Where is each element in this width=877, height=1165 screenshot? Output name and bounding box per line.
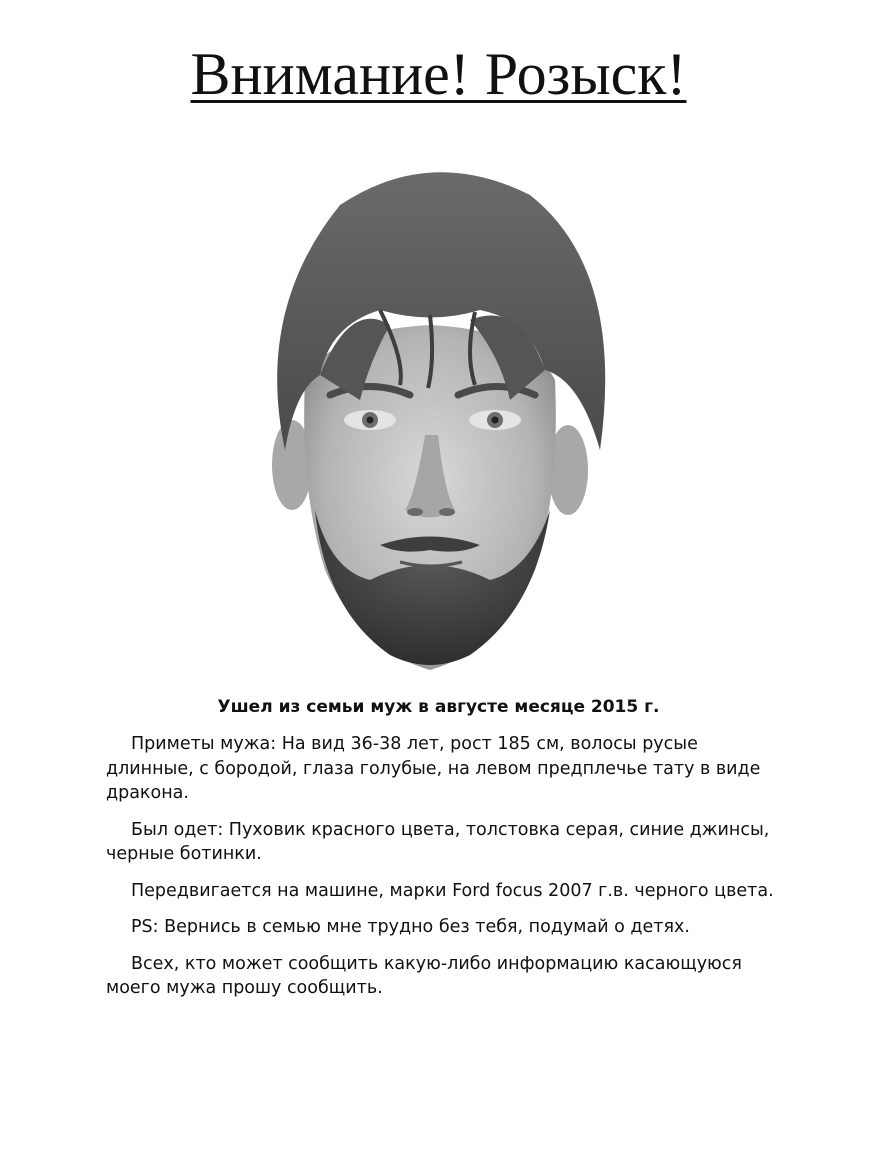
- clothing-paragraph: Был одет: Пуховик красного цвета, толстовка серая, синие джинсы, черные ботинки.: [106, 819, 770, 864]
- ps-paragraph: PS: Вернись в семью мне трудно без тебя, подумай о детях.: [131, 917, 690, 937]
- vehicle-paragraph: Передвигается на машине, марки Ford focus 2007 г.в. черного цвета.: [131, 880, 774, 901]
- portrait-image: [230, 150, 650, 680]
- missing-notice-heading: Ушел из семьи муж в августе месяце 2015 г.: [217, 697, 660, 717]
- request-paragraph: Всех, кто может сообщить какую-либо информацию касающуюся моего мужа прошу сообщить.: [106, 953, 742, 998]
- page-title: Внимание! Розыск!: [190, 41, 687, 107]
- description-body: [106, 732, 786, 1013]
- description-paragraph: Приметы мужа: На вид 36-38 лет, рост 185 см, волосы русые длинные, с бородой, глаза голубые, на левом предплечье тату в виде дракона.: [106, 734, 761, 803]
